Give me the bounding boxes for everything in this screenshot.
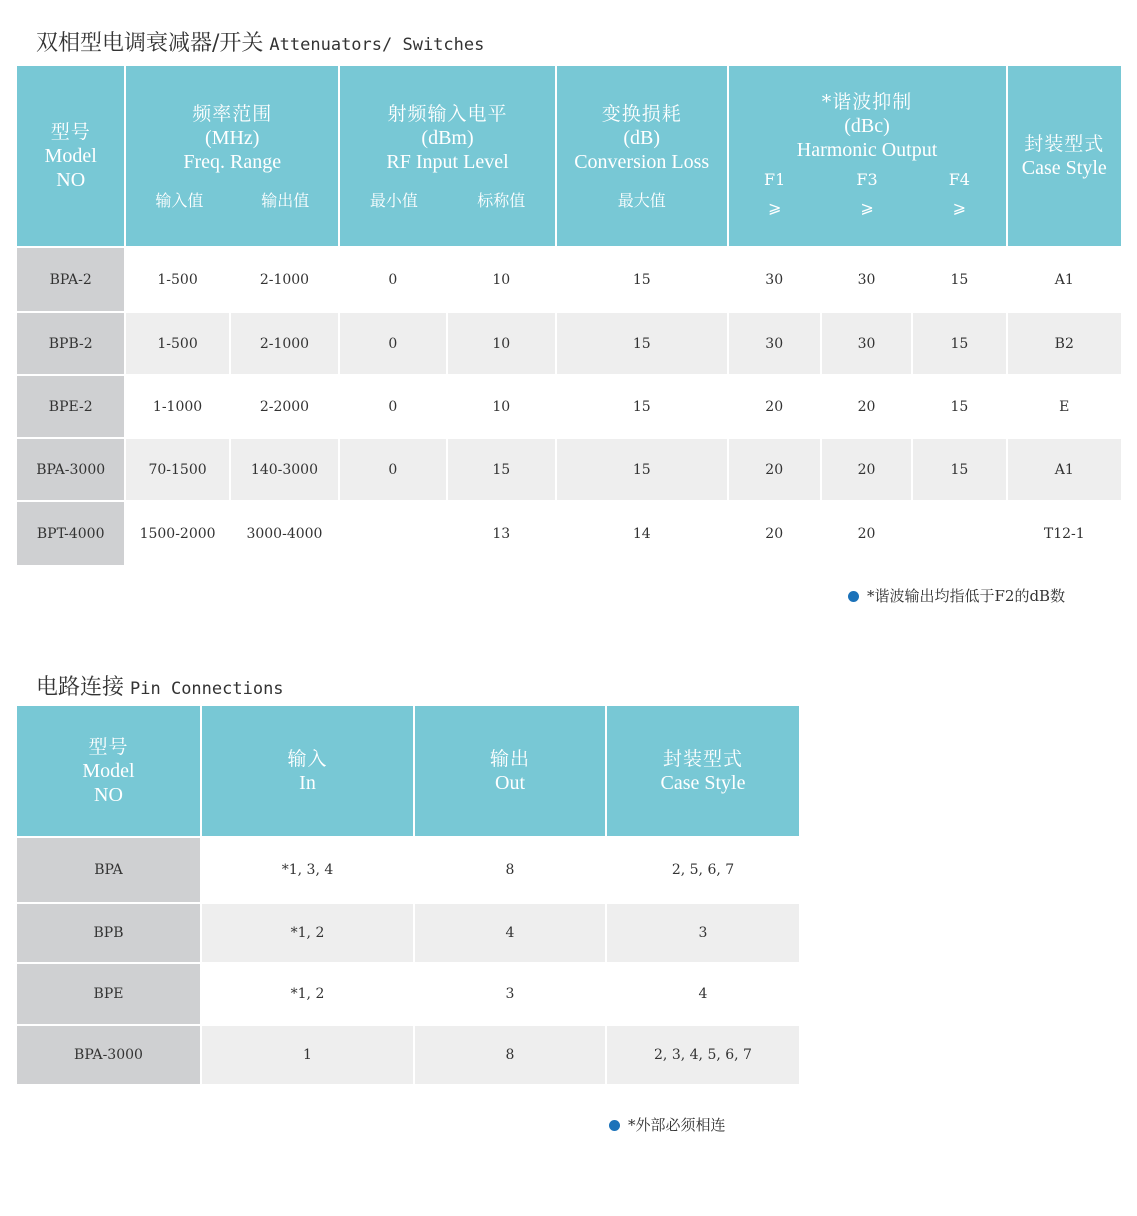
cell-freq-in: 1-500 (126, 313, 228, 374)
table-row (17, 904, 799, 962)
table-row (17, 838, 799, 902)
cell-rf-min: 0 (340, 313, 445, 374)
cell-model: BPB-2 (17, 313, 124, 374)
cell-rf-nominal: 15 (448, 439, 555, 500)
cell-model: BPA-3000 (17, 439, 124, 500)
header-case-style: 封装型式 Case Style (1008, 66, 1121, 246)
header-case-style: 封装型式 Case Style (607, 706, 799, 836)
cell-out: 4 (415, 904, 605, 962)
cell-case: 3 (607, 904, 799, 962)
harmonic-footnote: *谐波输出均指低于F2的dB数 (848, 585, 1065, 606)
cell-rf-min: 0 (340, 439, 445, 500)
cell-f1: 30 (729, 313, 820, 374)
header-model: 型号 Model NO (17, 66, 124, 246)
cell-f4: 15 (950, 271, 969, 288)
section-title-pin-connections (36, 670, 284, 701)
header-f1: F1 ⩾ (764, 170, 786, 217)
table-row (17, 964, 799, 1024)
cell-rf-nominal: 10 (492, 271, 511, 288)
cell-model: BPB (17, 904, 200, 962)
cell-out: 8 (505, 862, 515, 878)
table-row (17, 1026, 799, 1084)
cell-rf-min: 0 (388, 398, 398, 415)
cell-loss: 15 (632, 398, 651, 415)
table-row (17, 313, 1121, 374)
cell-f1: 20 (765, 525, 784, 542)
cell-f4 (913, 502, 1005, 565)
cell-f4: 15 (913, 313, 1005, 374)
header-rf-min: 最小值 (369, 190, 418, 210)
cell-f3: 20 (822, 439, 911, 500)
table-row (17, 502, 1121, 565)
cell-rf-min: 0 (388, 271, 398, 288)
cell-case: A1 (1008, 439, 1121, 500)
header-in: 输入 In (202, 706, 413, 836)
header-conversion-loss: 变换损耗 (dB) Conversion Loss 最大值 (557, 66, 727, 246)
header-loss-max: 最大值 (617, 190, 666, 210)
cell-model: BPA (17, 838, 200, 902)
cell-case: T12-1 (1043, 525, 1085, 542)
table-row (17, 439, 1121, 500)
attenuator-spec-table (15, 64, 1123, 567)
cell-model: BPE (17, 964, 200, 1024)
cell-case: E (1059, 398, 1070, 415)
header-harmonic-output: *谐波抑制 (dBc) Harmonic Output F1 ⩾ F3 ⩾ F4 ⩾ (729, 66, 1006, 246)
cell-freq-out: 2-2000 (259, 398, 310, 415)
cell-case: B2 (1008, 313, 1121, 374)
header-f4: F4 ⩾ (948, 170, 970, 217)
cell-freq-out: 2-1000 (231, 313, 338, 374)
cell-rf-min (340, 502, 445, 565)
header-freq-input: 输入值 (155, 190, 204, 210)
cell-f1: 20 (765, 398, 784, 415)
cell-f3: 30 (822, 313, 911, 374)
cell-case: 4 (698, 986, 708, 1002)
cell-freq-in: 70-1500 (126, 439, 228, 500)
header-model: 型号 Model NO (17, 706, 200, 836)
cell-f4: 15 (913, 439, 1005, 500)
cell-loss: 14 (632, 525, 651, 542)
header-f3: F3 ⩾ (856, 170, 878, 217)
cell-model: BPT-4000 (17, 502, 124, 565)
cell-f3: 20 (857, 398, 876, 415)
cell-in: *1, 2 (290, 986, 325, 1002)
cell-model: BPA-2 (17, 248, 124, 311)
cell-loss: 15 (632, 271, 651, 288)
cell-case: A1 (1054, 271, 1074, 288)
cell-in: *1, 2 (202, 904, 413, 962)
cell-out: 3 (505, 986, 515, 1002)
cell-f3: 20 (857, 525, 876, 542)
cell-freq-in: 1500-2000 (139, 525, 216, 542)
table-row (17, 376, 1121, 437)
pin-connections-table (15, 704, 801, 1086)
cell-freq-out: 2-1000 (259, 271, 310, 288)
cell-case: 2, 5, 6, 7 (671, 862, 735, 878)
cell-rf-nominal: 10 (492, 398, 511, 415)
header-out: 输出 Out (415, 706, 605, 836)
cell-f3: 30 (857, 271, 876, 288)
section-title-en: Attenuators/ Switches (269, 35, 485, 55)
header-rf-nominal: 标称值 (477, 190, 526, 210)
cell-freq-out: 140-3000 (231, 439, 338, 500)
cell-freq-out: 3000-4000 (246, 525, 323, 542)
bullet-icon (848, 591, 859, 602)
cell-in: *1, 3, 4 (281, 862, 334, 878)
cell-loss: 15 (557, 313, 727, 374)
cell-model: BPE-2 (17, 376, 124, 437)
header-freq-range: 频率范围 (MHz) Freq. Range 输入值 输出值 (126, 66, 338, 246)
cell-f1: 20 (729, 439, 820, 500)
cell-case: 2, 3, 4, 5, 6, 7 (607, 1026, 799, 1084)
cell-in: 1 (202, 1026, 413, 1084)
section-title-cn: 电路连接 (36, 675, 125, 700)
cell-out: 8 (415, 1026, 605, 1084)
section-title-attenuators (36, 26, 484, 57)
cell-rf-nominal: 13 (492, 525, 511, 542)
cell-f1: 30 (765, 271, 784, 288)
cell-rf-nominal: 10 (448, 313, 555, 374)
cell-loss: 15 (557, 439, 727, 500)
cell-freq-in: 1-1000 (152, 398, 203, 415)
cell-f4: 15 (950, 398, 969, 415)
section-title-cn: 双相型电调衰减器/开关 (36, 31, 264, 56)
pin-footnote: *外部必须相连 (609, 1114, 726, 1135)
header-freq-output: 输出值 (261, 190, 310, 210)
table-row (17, 248, 1121, 311)
section-title-en: Pin Connections (130, 679, 284, 699)
cell-model: BPA-3000 (17, 1026, 200, 1084)
cell-freq-in: 1-500 (157, 271, 198, 288)
header-rf-input-level: 射频输入电平 (dBm) RF Input Level 最小值 标称值 (340, 66, 555, 246)
bullet-icon (609, 1120, 620, 1131)
